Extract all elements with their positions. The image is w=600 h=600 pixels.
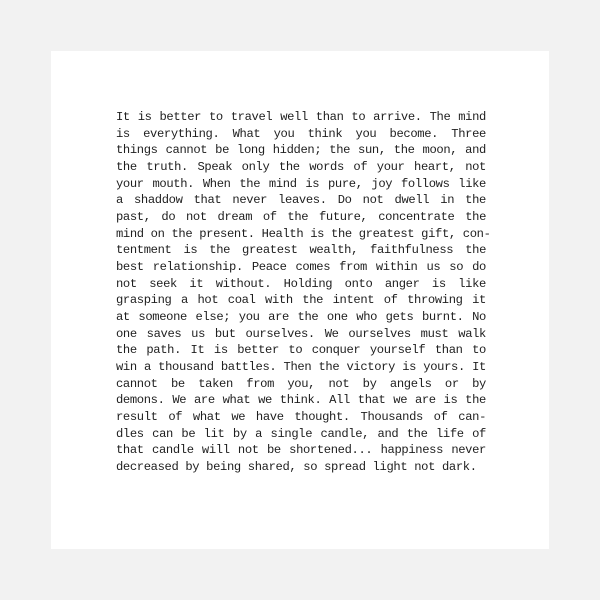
quote-line: past, do not dream of the future, concentrate the <box>116 210 486 225</box>
quote-line: the truth. Speak only the words of your heart, not <box>116 160 486 175</box>
quote-line: win a thousand battles. Then the victory is yours. It <box>116 360 486 375</box>
quote-line: decreased by being shared, so spread light not dark. <box>116 460 477 475</box>
quote-line: result of what we have thought. Thousands of can- <box>116 410 486 425</box>
quote-line: one saves us but ourselves. We ourselves must walk <box>116 326 486 341</box>
quote-text-block <box>116 109 491 476</box>
quote-line: that candle will not be shortened... happiness never <box>116 443 486 458</box>
quote-line: things cannot be long hidden; the sun, the moon, and <box>116 143 486 158</box>
quote-line: a shaddow that never leaves. Do not dwell in the <box>116 193 486 208</box>
quote-line: tentment is the greatest wealth, faithfulness the <box>116 243 486 258</box>
quote-line: is everything. What you think you become. Three <box>116 126 486 141</box>
quote-line: dles can be lit by a single candle, and the life of <box>116 426 486 441</box>
quote-line: not seek it without. Holding onto anger is like <box>116 276 486 291</box>
quote-line: best relationship. Peace comes from within us so do <box>116 260 486 275</box>
quote-line: your mouth. When the mind is pure, joy follows like <box>116 176 486 191</box>
quote-line: cannot be taken from you, not by angels or by <box>116 376 486 391</box>
quote-line: the path. It is better to conquer yourself than to <box>116 343 486 358</box>
quote-line: It is better to travel well than to arrive. The mind <box>116 110 486 124</box>
print-frame <box>51 51 549 549</box>
quote-line: demons. We are what we think. All that we are is the <box>116 393 486 408</box>
quote-line: mind on the present. Health is the greatest gift, con- <box>116 226 491 241</box>
quote-line: at someone else; you are the one who gets burnt. No <box>116 310 486 325</box>
quote-line: grasping a hot coal with the intent of throwing it <box>116 293 486 308</box>
